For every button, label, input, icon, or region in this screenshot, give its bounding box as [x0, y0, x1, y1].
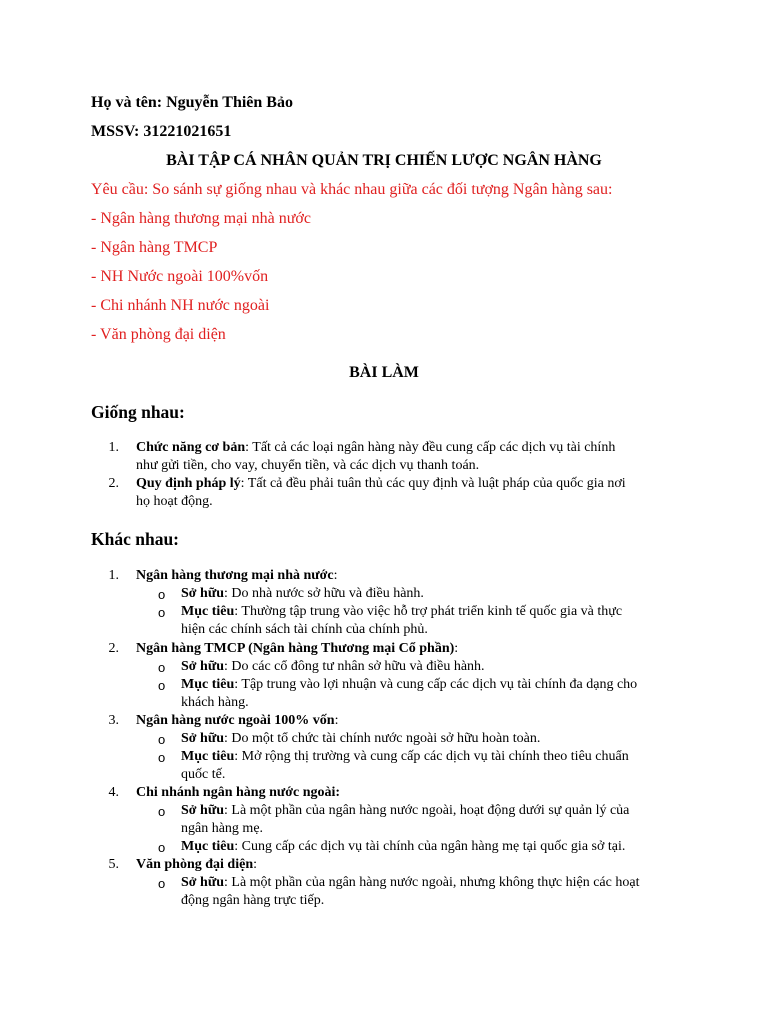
difference-title: Ngân hàng TMCP (Ngân hàng Thương mại Cổ phần) [136, 641, 455, 656]
difference-title: Ngân hàng nước ngoài 100% vốn [136, 713, 335, 728]
sub-term: Sở hữu [181, 875, 225, 890]
list-number: 2. [108, 641, 119, 656]
sub-term: Sở hữu [181, 659, 225, 674]
list-number: 4. [108, 785, 119, 800]
sub-term: Mục tiêu [181, 604, 235, 619]
difference-title-suffix: : [333, 568, 338, 583]
bullet-icon: o [158, 678, 166, 693]
requirement-item: - NH Nước ngoài 100%vốn [91, 268, 269, 285]
sub-term: Sở hữu [181, 731, 225, 746]
difference-title-suffix: : [253, 857, 257, 872]
bullet-icon: o [158, 587, 166, 602]
requirement-item: - Ngân hàng thương mại nhà nước [91, 210, 311, 227]
similarities-heading: Giống nhau: [91, 402, 185, 422]
similarity-text: : Tất cả các loại ngân hàng này đều cung cấp các dịch vụ tài chính [245, 440, 616, 455]
sub-text-cont: ngân hàng mẹ. [181, 821, 264, 836]
bullet-icon: o [158, 732, 166, 747]
sub-term: Mục tiêu [181, 749, 235, 764]
similarity-text-cont: họ hoạt động. [136, 494, 213, 509]
bullet-icon: o [158, 840, 166, 855]
student-id: MSSV: 31221021651 [91, 123, 232, 140]
similarity-text: : Tất cả đều phải tuân thủ các quy định và luật pháp của quốc gia nơi [240, 476, 626, 491]
list-number: 1. [108, 568, 119, 583]
similarity-term: Chức năng cơ bản [136, 440, 246, 455]
bullet-icon: o [158, 804, 166, 819]
sub-text: : Là một phần của ngân hàng nước ngoài, nhưng không thực hiện các hoạt [224, 875, 640, 890]
difference-title: Văn phòng đại diện [136, 857, 254, 872]
requirement-intro: Yêu cầu: So sánh sự giống nhau và khác nhau giữa các đối tượng Ngân hàng sau: [91, 181, 613, 198]
requirement-item: - Chi nhánh NH nước ngoài [91, 297, 270, 314]
sub-text: : Do các cổ đông tư nhân sở hữu và điều hành. [224, 659, 485, 674]
difference-title-suffix: : [454, 641, 459, 656]
sub-text: : Cung cấp các dịch vụ tài chính của ngân hàng mẹ tại quốc gia sở tại. [234, 839, 626, 854]
sub-text: : Thường tập trung vào việc hỗ trợ phát triển kinh tế quốc gia và thực [234, 604, 623, 619]
bullet-icon: o [158, 605, 166, 620]
answer-title: BÀI LÀM [349, 364, 419, 381]
difference-title-suffix: : [334, 713, 339, 728]
difference-title: Chi nhánh ngân hàng nước ngoài: [136, 785, 341, 800]
sub-text-cont: khách hàng. [181, 695, 249, 710]
list-number: 3. [108, 713, 119, 728]
assignment-title: BÀI TẬP CÁ NHÂN QUẢN TRỊ CHIẾN LƯỢC NGÂN HÀNG [166, 152, 602, 169]
sub-term: Mục tiêu [181, 839, 235, 854]
list-number: 1. [108, 440, 119, 455]
sub-text: : Là một phần của ngân hàng nước ngoài, hoạt động dưới sự quản lý của [224, 803, 630, 818]
sub-text: : Tập trung vào lợi nhuận và cung cấp các dịch vụ tài chính đa dạng cho [234, 677, 638, 692]
sub-text-cont: hiện các chính sách tài chính của chính phủ. [181, 622, 428, 637]
differences-heading: Khác nhau: [91, 529, 180, 549]
similarity-text-cont: như gửi tiền, cho vay, chuyển tiền, và các dịch vụ thanh toán. [136, 458, 480, 473]
student-name: Họ và tên: Nguyễn Thiên Bảo [91, 94, 293, 111]
sub-text: : Mở rộng thị trường và cung cấp các dịch vụ tài chính theo tiêu chuẩn [234, 749, 629, 764]
bullet-icon: o [158, 876, 166, 891]
difference-title: Ngân hàng thương mại nhà nước [136, 568, 334, 583]
sub-term: Sở hữu [181, 803, 225, 818]
bullet-icon: o [158, 660, 166, 675]
bullet-icon: o [158, 750, 166, 765]
list-number: 5. [108, 857, 119, 872]
similarity-term: Quy định pháp lý [136, 476, 241, 491]
requirement-item: - Văn phòng đại diện [91, 326, 226, 343]
sub-text-cont: quốc tế. [181, 767, 226, 782]
sub-text-cont: động ngân hàng trực tiếp. [181, 893, 325, 908]
sub-text: : Do một tổ chức tài chính nước ngoài sở hữu hoàn toàn. [224, 731, 541, 746]
sub-text: : Do nhà nước sở hữu và điều hành. [224, 586, 424, 601]
list-number: 2. [108, 476, 119, 491]
sub-term: Mục tiêu [181, 677, 235, 692]
sub-term: Sở hữu [181, 586, 225, 601]
requirement-item: - Ngân hàng TMCP [91, 239, 218, 256]
